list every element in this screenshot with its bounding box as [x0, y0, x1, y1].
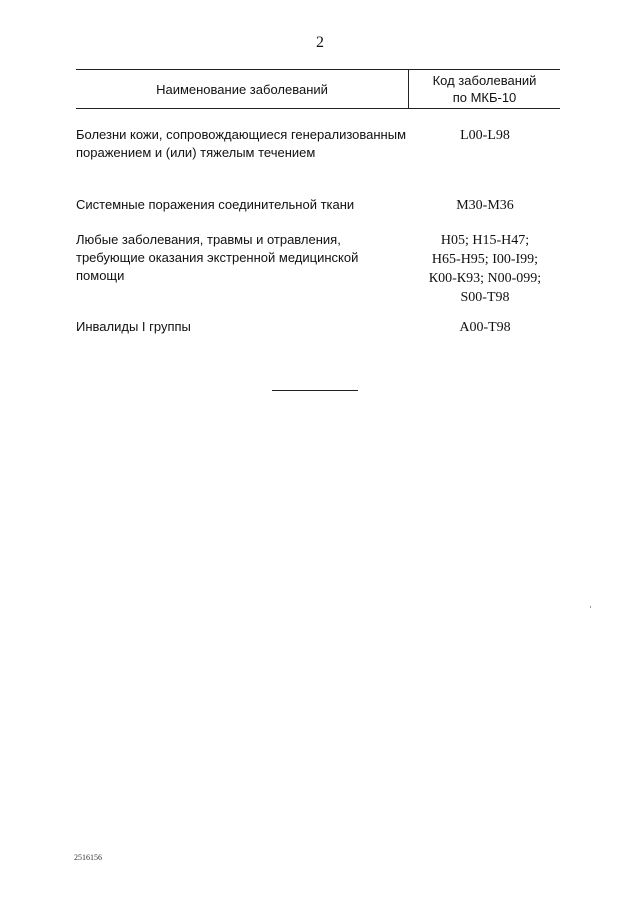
scan-artifact — [590, 606, 591, 608]
header-disease-name: Наименование заболеваний — [156, 81, 328, 97]
row-icd-code: L00-L98 — [460, 128, 510, 143]
row-disease-name: Болезни кожи, сопровождающиеся генерализованным поражением и (или) тяжелым течением — [76, 127, 407, 160]
document-id: 2516156 — [74, 853, 102, 862]
row-icd-code: Н05; Н15-Н47; Н65-Н95; I00-I99; К00-К93; N00-099; S00-Т98 — [428, 233, 542, 305]
row-icd-code: А00-Т98 — [459, 320, 511, 335]
end-of-table-rule — [272, 390, 358, 391]
row-disease-name: Инвалиды I группы — [76, 319, 191, 334]
row-icd-code: М30-М36 — [456, 198, 514, 213]
table-header — [76, 69, 560, 109]
header-icd-code: Код заболеваний по МКБ-10 — [432, 73, 537, 105]
row-disease-name: Любые заболевания, травмы и отравления, требующие оказания экстренной медицинской помощи — [76, 232, 359, 283]
row-disease-name: Системные поражения соединительной ткани — [76, 197, 355, 212]
page-number: 2 — [316, 34, 324, 51]
